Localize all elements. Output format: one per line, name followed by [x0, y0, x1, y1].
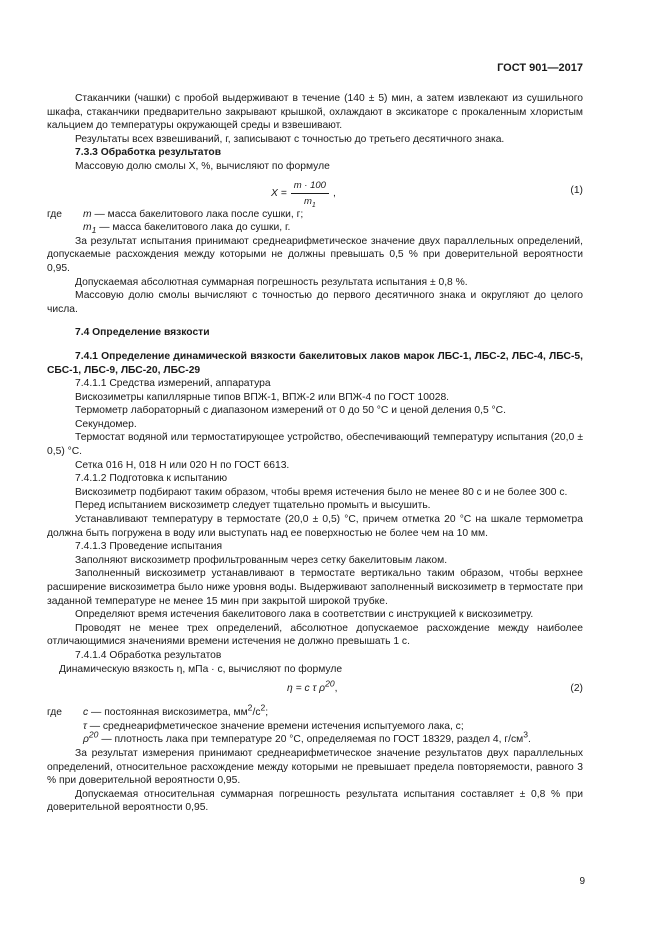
standard-header: ГОСТ 901—2017	[497, 62, 583, 74]
formula-2-superscript: 20	[325, 678, 335, 689]
paragraph: Допускаемая относительная суммарная погрешность результата испытания составляет ± 0,8 % при доверительной вероятности 0,95.	[47, 788, 583, 814]
formula-1-denominator: $m_1$	[303, 196, 316, 210]
paragraph: Вискозиметр подбирают таким образом, чтобы время истечения было не менее 80 с и не более 300 с.	[75, 486, 568, 498]
section-heading-7-3-3: 7.3.3 Обработка результатов	[75, 147, 222, 159]
subsection-heading-7-4-1-2: 7.4.1.2 Подготовка к испытанию	[75, 473, 228, 485]
paragraph: Перед испытанием вискозиметр следует тщательно промыть и высушить.	[75, 500, 431, 512]
symbol-definition: — среднеарифметическое значение времени истечения испытуемого лака, с;	[89, 720, 464, 732]
formula-1-numerator: m · 100	[291, 179, 329, 195]
symbol: $\rho^{20}$	[83, 729, 99, 746]
symbol-definition: — масса бакелитового лака после сушки, г;	[94, 208, 304, 220]
formula-1-number: (1)	[570, 184, 583, 196]
paragraph: Термостат водяной или термостатирующее устройство, обеспечивающий температуру испытания (20,0 ± 0,5) °С.	[47, 432, 583, 458]
page-number: 9	[579, 876, 585, 887]
section-heading-7-4: 7.4 Определение вязкости	[75, 327, 210, 339]
paragraph: Устанавливают температуру в термостате (20,0 ± 0,5) °С, причем отметка 20 °С на шкале термометра должна быть погружена в воду или выступать над ее поверхностью не более чем на 10 мм.	[47, 514, 583, 539]
formula-1-fraction	[291, 179, 329, 209]
formula-2-expression: η = c τ ρ	[287, 683, 326, 695]
where-row	[47, 221, 583, 235]
symbol-definition: — плотность лака при температуре 20 °С, определяемая по ГОСТ 18329, раздел 4, $г/см^3$.	[101, 729, 531, 746]
subsection-heading-7-4-1-3: 7.4.1.3 Проведение испытания	[75, 541, 223, 553]
where-row	[47, 208, 583, 222]
paragraph: Допускаемая абсолютная суммарная погрешность результата испытания ± 0,8 %.	[75, 276, 468, 288]
where-row	[47, 702, 583, 720]
symbol-definition: — постоянная вискозиметра, $мм^2/с^2$;	[91, 702, 269, 719]
paragraph: За результат измерения принимают среднеарифметическое значение результатов двух параллельных определений, относительное расхождение между которыми не превышает предела повторяемости, равного 3 % при доверительной вероятности 0,95.	[47, 747, 583, 787]
formula-2-number: (2)	[570, 683, 583, 695]
symbol-definition: — масса бакелитового лака до сушки, г.	[99, 222, 291, 234]
paragraph: За результат испытания принимают среднеарифметическое значение двух параллельных определений, допускаемые расхождения между которыми не должны превышать 0,5 % при доверительной вероятности 0,95.	[47, 235, 583, 274]
where-row	[47, 729, 583, 747]
formula-1-lhs: X =	[271, 187, 287, 199]
paragraph: Заполненный вискозиметр устанавливают в термостате вертикально таким образом, чтобы верхнее расширение вискозиметра было ниже уровня воды. Выдерживают заполненный вискозиметр в термостате при заданной температуре не менее 15 мин при закрытой широкой трубке.	[47, 568, 583, 607]
subsection-heading-7-4-1-4: 7.4.1.4 Обработка результатов	[75, 649, 222, 661]
paragraph: Массовую долю смолы X, %, вычисляют по формуле	[75, 160, 330, 172]
where-label: где	[47, 707, 63, 719]
symbol: c	[83, 707, 89, 719]
paragraph: Сетка 016 Н, 018 Н или 020 Н по ГОСТ 6613.	[75, 459, 290, 471]
paragraph: Динамическую вязкость η, мПа · с, вычисляют по формуле	[59, 663, 343, 675]
paragraph: Стаканчики (чашки) с пробой выдерживают в течение (140 ± 5) мин, а затем извлекают из сушильного шкафа, стаканчики предварительно закрывают крышкой, охлаждают в эксикаторе с прокаленным хлористым кальцием до температуры окружающей среды и взвешивают.	[47, 93, 583, 132]
paragraph: Вискозиметры капиллярные типов ВПЖ-1, ВПЖ-2 или ВПЖ-4 по ГОСТ 10028.	[75, 391, 450, 403]
symbol: $m_1$	[83, 222, 97, 236]
formula-2: η = c τ $\rho^{20}$, (2)	[287, 678, 583, 695]
paragraph: Массовую долю смолы вычисляют с точностью до первого десятичного знака и округляют до целого числа.	[47, 290, 583, 315]
paragraph: Результаты всех взвешиваний, г, записывают с точностью до третьего десятичного знака.	[75, 133, 505, 145]
formula-1-tail: ,	[332, 187, 336, 199]
where-row	[47, 720, 583, 734]
subsection-heading-7-4-1-1: 7.4.1.1 Средства измерений, аппаратура	[75, 378, 271, 390]
paragraph: Проводят не менее трех определений, абсолютное допускаемое расхождение между наиболее отличающимися значениями времени истечения не должно превышать 1 с.	[47, 622, 583, 648]
paragraph: Определяют время истечения бакелитового лака в соответствии с инструкцией к вискозиметру.	[75, 609, 534, 621]
page-content	[47, 92, 583, 815]
paragraph: Термометр лабораторный с диапазоном измерений от 0 до 50 °С и ценой деления 0,5 °С.	[75, 405, 506, 417]
paragraph: Заполняют вискозиметр профильтрованным через сетку бакелитовым лаком.	[75, 554, 448, 566]
paragraph: Секундомер.	[75, 418, 137, 430]
symbol: m	[83, 208, 92, 220]
formula-1	[47, 174, 583, 208]
where-label: где	[47, 208, 63, 220]
section-heading-7-4-1: 7.4.1 Определение динамической вязкости бакелитовых лаков марок ЛБС-1, ЛБС-2, ЛБС-4, ЛБС-5, СБС-1, ЛБС-9, ЛБС-20, ЛБС-29	[47, 350, 583, 376]
symbol: τ	[83, 720, 87, 732]
